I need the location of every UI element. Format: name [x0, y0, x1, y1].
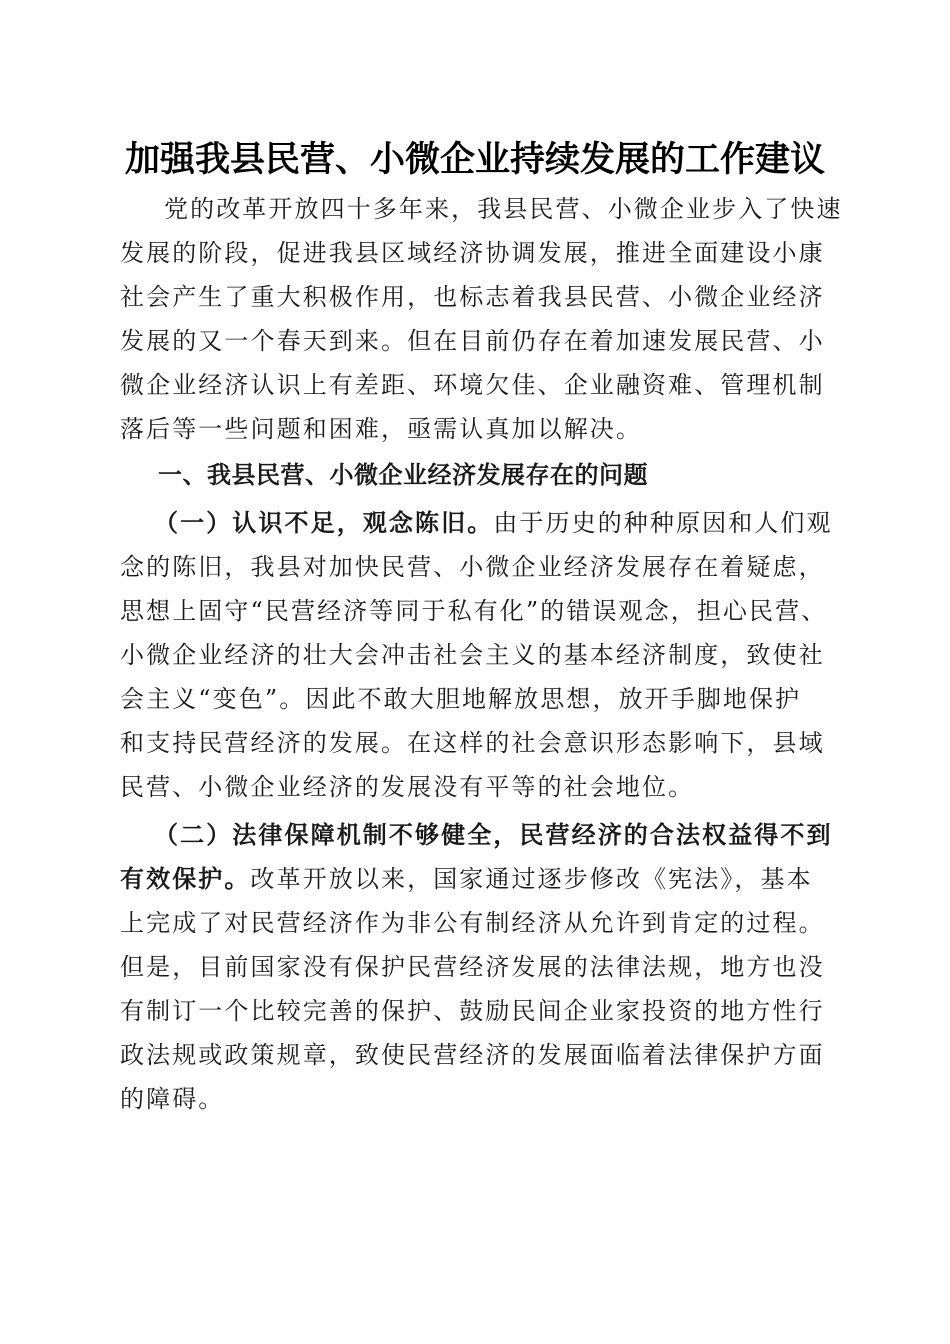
document-title: 加强我县民营、小微企业持续发展的工作建议 — [124, 139, 825, 180]
item2-second-rest: 改革开放以来，国家通过逐步修改《宪法》，基本 — [250, 865, 813, 893]
item1-first-rest: 由于历史的种种原因和人们观 — [493, 509, 833, 537]
item1-label: （一）认识不足，观念陈旧。 — [154, 509, 494, 537]
intro-line-5: 微企业经济认识上有差距、环境欠佳、企业融资难、管理机制 — [120, 371, 825, 399]
item1-line-6: 和支持民营经济的发展。在这样的社会意识形态影响下，县域 — [120, 729, 825, 757]
item1-line-5: 会主义“变色”。因此不敢大胆地解放思想，放开手脚地保护 — [120, 685, 802, 713]
intro-line-1: 党的改革开放四十多年来，我县民营、小微企业步入了快速 — [164, 195, 843, 223]
intro-line-6: 落后等一些问题和困难，亟需认真加以解决。 — [120, 415, 642, 443]
section-heading-1: 一、我县民营、小微企业经济发展存在的问题 — [158, 461, 648, 489]
item1-line-7: 民营、小微企业经济的发展没有平等的社会地位。 — [120, 773, 695, 801]
item2-line-5: 有制订一个比较完善的保护、鼓励民间企业家投资的地方性行 — [120, 997, 825, 1025]
item2-line-3: 上完成了对民营经济作为非公有制经济从允许到肯定的过程。 — [120, 909, 825, 937]
item1-line-3: 思想上固守“民营经济等同于私有化”的错误观念，担心民营、 — [120, 597, 828, 625]
item1-line-4: 小微企业经济的壮大会冲击社会主义的基本经济制度，致使社 — [120, 641, 825, 669]
item1-line-2: 念的陈旧，我县对加快民营、小微企业经济发展存在着疑虑， — [120, 553, 825, 581]
intro-line-2: 发展的阶段，促进我县区域经济协调发展，推进全面建设小康 — [120, 239, 825, 267]
item2-line-7: 的障碍。 — [120, 1085, 225, 1113]
item2-line-4: 但是，目前国家没有保护民营经济发展的法律法规，地方也没 — [120, 953, 825, 981]
item2-line-6: 政法规或政策规章，致使民营经济的发展面临着法律保护方面 — [120, 1041, 825, 1069]
item2-label-end: 有效保护。 — [120, 865, 251, 893]
intro-line-3: 社会产生了重大积极作用，也标志着我县民营、小微企业经济 — [120, 283, 825, 311]
intro-line-4: 发展的又一个春天到来。但在目前仍存在着加速发展民营、小 — [120, 327, 825, 355]
item2-label-line-1: （二）法律保障机制不够健全，民营经济的合法权益得不到 — [154, 821, 833, 849]
